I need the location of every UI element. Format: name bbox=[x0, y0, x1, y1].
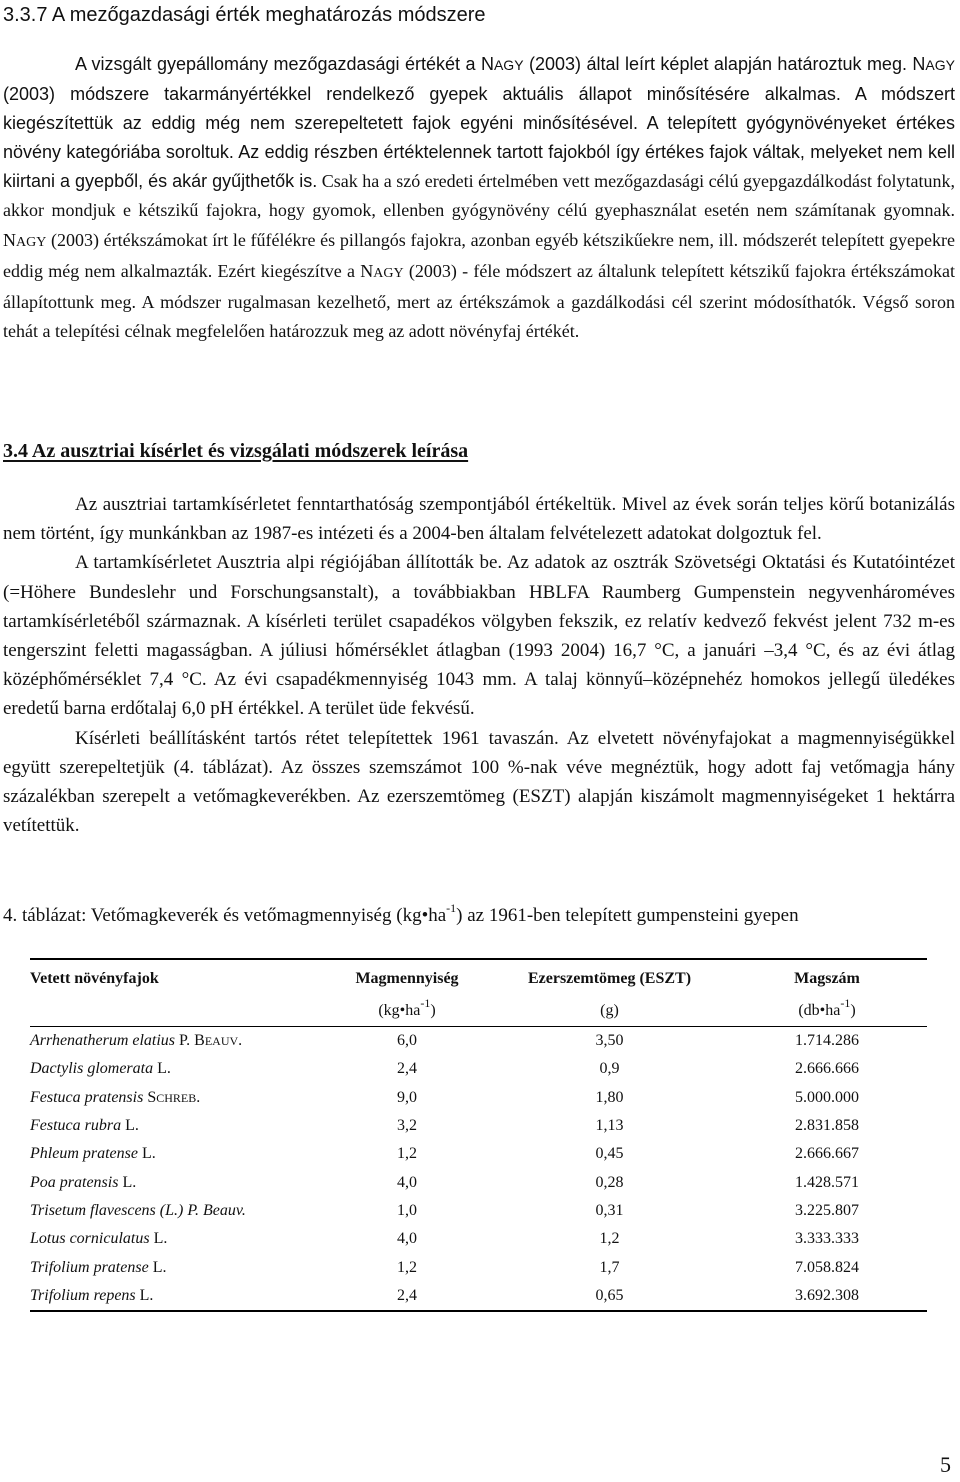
header-seed-amount: Magmennyiség bbox=[322, 959, 492, 996]
cell-thousand-seed-weight: 0,45 bbox=[595, 1145, 624, 1163]
table-caption bbox=[3, 902, 955, 930]
cell-seed-amount: 1,2 bbox=[397, 1145, 417, 1163]
species-author: S bbox=[143, 1088, 157, 1106]
cell-species bbox=[30, 1084, 322, 1112]
cell-seed-count: 1.428.571 bbox=[795, 1173, 859, 1191]
cell-thousand-seed-weight: 0,65 bbox=[492, 1282, 727, 1311]
cell-seed-amount: 4,0 bbox=[397, 1230, 417, 1248]
seed-mixture-table bbox=[30, 958, 927, 1312]
species-name: Lotus corniculatus bbox=[30, 1230, 150, 1248]
nagy-smallcaps-4: AGY bbox=[373, 265, 404, 281]
species-name: Trifolium pratense bbox=[30, 1258, 149, 1276]
species-name: Arrhenatherum elatius bbox=[30, 1032, 176, 1050]
cell-seed-amount: 6,0 bbox=[397, 1032, 417, 1050]
table-row bbox=[30, 1140, 927, 1168]
unit-seed-amount: $(kg•ha^{-1})$ bbox=[322, 996, 492, 1027]
cell-species bbox=[30, 1140, 322, 1168]
table-row bbox=[30, 1282, 927, 1311]
cell-species bbox=[30, 1027, 322, 1056]
nagy-smallcaps-2: AGY bbox=[925, 57, 955, 73]
cell-species bbox=[30, 1282, 322, 1311]
species-name: Poa pratensis bbox=[30, 1173, 119, 1191]
unit-species bbox=[30, 996, 322, 1027]
species-name: Trifolium repens bbox=[30, 1286, 136, 1304]
cell-species bbox=[30, 1112, 322, 1140]
paragraph-site bbox=[3, 548, 955, 723]
species-name: Festuca pratensis bbox=[30, 1088, 144, 1106]
species-author-end: . bbox=[238, 1032, 243, 1050]
species-author: P. B bbox=[175, 1032, 205, 1050]
para1-part2: (2003) által leírt képlet alapján határoztuk meg. N bbox=[523, 54, 926, 74]
table-row bbox=[30, 1197, 927, 1225]
table-row bbox=[30, 1084, 927, 1112]
table-units-row bbox=[30, 996, 927, 1027]
cell-seed-count: 5.000.000 bbox=[795, 1088, 859, 1106]
cell-species bbox=[30, 1168, 322, 1196]
para1-part3: (2003) módszere takarmányértékkel rendelkező gyepek aktuális állapot minősítésére alkalmas. A módszert kiegészítettük az eddig még nem szerepeltetett fajok egyéni minősítésével. A telepített gyógynövényeket értékes növény kategóriába soroltuk. Az eddig részben értéktelennek tartott fajokból így értékes fajok váltak, melyeket nem kell kiirtani a gyepből, és akár gyűjthetők is. bbox=[3, 84, 955, 192]
section2-title: 3.4 Az ausztriai kísérlet és vizsgálati módszerek leírása bbox=[3, 440, 469, 462]
cell-species bbox=[30, 1253, 322, 1281]
table-row bbox=[30, 1112, 927, 1140]
cell-thousand-seed-weight: 0,9 bbox=[599, 1060, 620, 1078]
cell-seed-count: 7.058.824 bbox=[795, 1258, 859, 1276]
species-name: Phleum pratense bbox=[30, 1145, 138, 1163]
cell-seed-amount: 4,0 bbox=[397, 1173, 417, 1191]
cell-seed-count: 3.333.333 bbox=[795, 1230, 859, 1248]
cell-seed-count: 1.714.286 bbox=[795, 1032, 859, 1050]
table-row bbox=[30, 1225, 927, 1253]
species-name: Dactylis glomerata bbox=[30, 1060, 154, 1078]
table-row bbox=[30, 1253, 927, 1281]
species-author: L. bbox=[148, 1258, 167, 1276]
page-number: 5 bbox=[940, 1452, 951, 1477]
cell-seed-amount: 2,4 bbox=[397, 1060, 417, 1078]
unit-thousand-seed-weight: (g) bbox=[492, 996, 727, 1027]
nagy-smallcaps-3: AGY bbox=[16, 234, 47, 250]
para1-part1: A vizsgált gyepállomány mezőgazdasági értékét a N bbox=[75, 54, 494, 74]
paragraph-evaluation-text: Az ausztriai tartamkísérletet fenntarthatóság szempontjából értékeltük. Mivel az évek során teljes körű botanizálás nem történt, így munkánkban az 1987-es intézeti és a 2004-ben általam felvételezett adatokat dolgoztuk fel. bbox=[3, 494, 955, 545]
paragraph-agricultural-value bbox=[3, 50, 955, 346]
paragraph-evaluation bbox=[3, 490, 955, 548]
table-row bbox=[30, 1168, 927, 1196]
cell-seed-amount: 9,0 bbox=[397, 1088, 417, 1106]
section-title: 3.3.7 A mezőgazdasági érték meghatározás módszere bbox=[3, 4, 486, 26]
caption-text: 4. táblázat: Vetőmagkeverék és vetőmagmennyiség (kg•ha bbox=[3, 905, 447, 926]
species-author-smallcaps: CHREB bbox=[156, 1090, 197, 1105]
species-author: L. bbox=[118, 1173, 137, 1191]
cell-thousand-seed-weight: 3,50 bbox=[595, 1032, 624, 1050]
cell-seed-amount: 3,2 bbox=[397, 1117, 417, 1135]
cell-seed-amount: 2,4 bbox=[322, 1282, 492, 1311]
cell-seed-count: 2.666.666 bbox=[795, 1060, 859, 1078]
caption-superscript: -1 bbox=[446, 900, 457, 915]
nagy-smallcaps-1: AGY bbox=[493, 57, 524, 73]
paragraph-site-text: A tartamkísérletet Ausztria alpi régiójában állították be. Az adatok az osztrák Szövetségi Oktatási és Kutatóintézet (=Höhere Bundeslehr und Forschungsanstalt), a továbbiakban HBLFA Raumberg Gumpenstein negyvenhároméves tartamkísérletéből származnak. A kísérleti terület csapadékos völgyben fekszik, ez relatív kedvező fekvést jelent 732 m-es tengerszint feletti magasságban. A júliusi hőmérséklet átlagban (1993 2004) 16,7 °C, a januári –3,4 °C, és az évi átlag középhőmérséklet 7,4 °C. Az évi csapadékmennyiség 1043 mm. A talaj könnyű–középnehéz homokos jellegű üledékes eredetű barna erdőtalaj 6,0 pH értékkel. A terület üde fekvésű. bbox=[3, 552, 955, 720]
cell-seed-amount: 1,2 bbox=[397, 1258, 417, 1276]
cell-species bbox=[30, 1055, 322, 1083]
cell-thousand-seed-weight: 0,28 bbox=[595, 1173, 624, 1191]
cell-seed-count: 2.831.858 bbox=[795, 1117, 859, 1135]
para1-part6: (2003) - féle módszert az általunk telepített kétszikű fajokra értékszámokat állapítottunk meg. A módszer rugalmasan kezelhető, mert az értékszámok a gazdálkodási cél szerint módosíthatók. Végső soron tehát a telepítési célnak megfelelően határozzuk meg az adott növényfaj értékét. bbox=[3, 260, 955, 341]
para1-part4: Csak ha a szó eredeti értelmében vett mezőgazdasági célú gyepgazdálkodást folytatunk, akkor mondjuk e kétszikű fajokra, hogy gyomok, ellenben gyógynövény célú gyephasználat esetén nem számítanak gyomnak. N bbox=[3, 171, 955, 250]
unit-seed-count: $(db•ha^{-1})$ bbox=[727, 996, 927, 1027]
cell-seed-count: 2.666.667 bbox=[795, 1145, 859, 1163]
header-seed-count: Magszám bbox=[727, 959, 927, 996]
paragraph-sowing bbox=[3, 724, 955, 841]
cell-thousand-seed-weight: 1,2 bbox=[599, 1230, 620, 1248]
austrian-experiment-text bbox=[3, 490, 955, 840]
species-author: L. bbox=[121, 1117, 139, 1135]
cell-seed-count: 3.692.308 bbox=[727, 1282, 927, 1311]
cell-thousand-seed-weight: 0,31 bbox=[595, 1201, 624, 1219]
species-author: L. bbox=[153, 1060, 171, 1078]
header-thousand-seed-weight: Ezerszemtömeg (ESZT) bbox=[492, 959, 727, 996]
cell-species bbox=[30, 1197, 322, 1225]
species-name: Festuca rubra bbox=[30, 1117, 122, 1135]
species-author-smallcaps: EAUV bbox=[204, 1034, 239, 1049]
species-author: L. bbox=[135, 1286, 154, 1304]
para1-part5: (2003) értékszámokat írt le fűfélékre és pillangós fajokra, azonban egyéb kétszikűekre nem, ill. módszerét telepített gyepekre eddig még nem alkalmazták. Ezért kiegészítve a N bbox=[3, 229, 955, 281]
cell-seed-amount: 1,0 bbox=[397, 1201, 417, 1219]
cell-thousand-seed-weight: 1,7 bbox=[599, 1258, 620, 1276]
table-row bbox=[30, 1027, 927, 1056]
caption-text-end: ) az 1961-ben telepített gumpensteini gyepen bbox=[456, 905, 799, 926]
paragraph-sowing-text: Kísérleti beállításként tartós rétet telepítettek 1961 tavaszán. Az elvetett növényfajokat a magmennyiségükkel együtt szerepeltetjük (4. táblázat). Az összes szemszámot 100 %-nak véve megnéztük, hogy adott faj vetőmagja hány százalékban szerepelt a vetőmagkeverékben. Az ezerszemtömeg (ESZT) alapján kiszámolt magmennyiségeket 1 hektárra vetítettük. bbox=[3, 727, 955, 837]
species-author-end: . bbox=[196, 1088, 201, 1106]
species-name: Trisetum flavescens (L.) P. Beauv. bbox=[30, 1201, 246, 1219]
table-row bbox=[30, 1055, 927, 1083]
cell-species bbox=[30, 1225, 322, 1253]
table-header-row bbox=[30, 959, 927, 996]
species-author: L. bbox=[149, 1230, 168, 1248]
header-species: Vetett növényfajok bbox=[30, 959, 322, 996]
species-author: L. bbox=[137, 1145, 156, 1163]
cell-thousand-seed-weight: 1,13 bbox=[595, 1117, 624, 1135]
cell-thousand-seed-weight: 1,80 bbox=[595, 1088, 624, 1106]
cell-seed-count: 3.225.807 bbox=[795, 1201, 859, 1219]
